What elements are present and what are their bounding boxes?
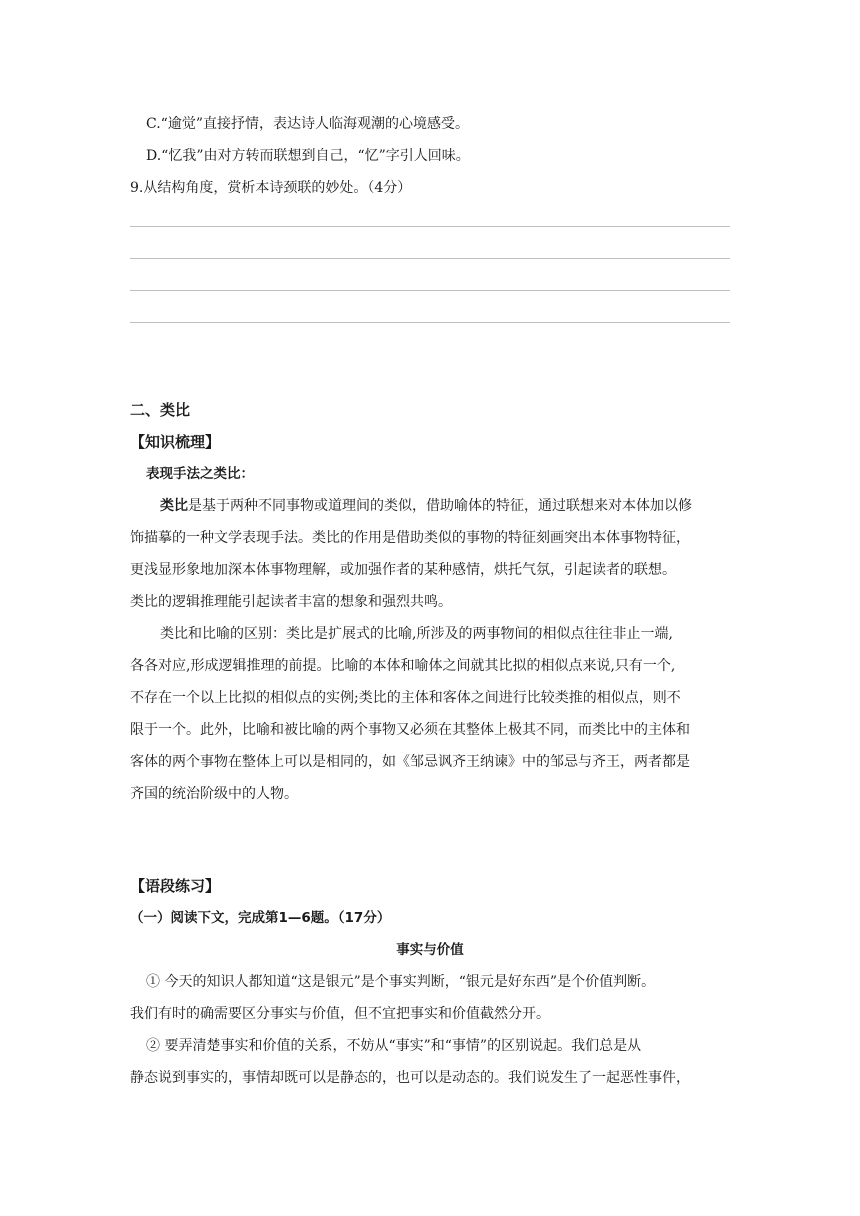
practice-subheading: （一）阅读下文，完成第1—6题。（17分） (130, 910, 391, 926)
question-9: 9.从结构角度，赏析本诗颈联的妙处。（4分） (130, 180, 412, 196)
paragraph-line: 不存在一个以上比拟的相似点的实例;类比的主体和客体之间进行比较类推的相似点，则不 (130, 690, 681, 706)
paragraph-line: 各各对应,形成逻辑推理的前提。比喻的本体和喻体之间就其比拟的相似点来说,只有一个, (130, 658, 676, 674)
answer-line[interactable] (130, 258, 730, 259)
paragraph-line: 客体的两个事物在整体上可以是相同的，如《邹忌讽齐王纳谏》中的邹忌与齐王，两者都是 (130, 754, 690, 770)
paragraph-line: 齐国的统治阶级中的人物。 (130, 786, 298, 802)
paragraph-line: 类比的逻辑推理能引起读者丰富的想象和强烈共鸣。 (130, 594, 452, 610)
option-d: D.“忆我”由对方转而联想到自己，“忆”字引人回味。 (146, 148, 470, 164)
answer-line[interactable] (130, 226, 730, 227)
paragraph-line: 类比和比喻的区别：类比是扩展式的比喻,所涉及的两事物间的相似点往往非止一端, (160, 626, 673, 642)
knowledge-heading: 【知识梳理】 (130, 433, 221, 451)
article-title: 事实与价值 (396, 942, 464, 958)
paragraph-line: 更浅显形象地加深本体事物理解，或加强作者的某种感情，烘托气氛，引起读者的联想。 (130, 562, 676, 578)
paragraph-line: 类比是基于两种不同事物或道理间的类似，借助喻体的特征，通过联想来对本体加以修 (160, 498, 692, 514)
practice-heading: 【语段练习】 (130, 877, 221, 895)
answer-line[interactable] (130, 290, 730, 291)
option-c: C.“逾觉”直接抒情，表达诗人临海观潮的心境感受。 (146, 116, 469, 132)
paragraph-line: 饰描摹的一种文学表现手法。类比的作用是借助类似的事物的特征刻画突出本体事物特征， (130, 530, 690, 546)
paragraph-line: 限于一个。此外，比喻和被比喻的两个事物又必须在其整体上极其不同，而类比中的主体和 (130, 722, 690, 738)
term-highlight: 类比 (160, 498, 188, 514)
answer-line[interactable] (130, 322, 730, 323)
paragraph-line: ② 要弄清楚事实和价值的关系，不妨从“事实”和“事情”的区别说起。我们总是从 (146, 1038, 642, 1054)
section-heading: 二、类比 (130, 401, 191, 419)
paragraph-line: 静态说到事实的，事情却既可以是静态的，也可以是动态的。我们说发生了一起恶性事件， (130, 1070, 690, 1086)
paragraph-line: 我们有时的确需要区分事实与价值，但不宜把事实和价值截然分开。 (130, 1006, 550, 1022)
paragraph-line: ① 今天的知识人都知道“这是银元”是个事实判断，“银元是好东西”是个价值判断。 (146, 974, 656, 990)
subheading: 表现手法之类比： (146, 466, 254, 482)
